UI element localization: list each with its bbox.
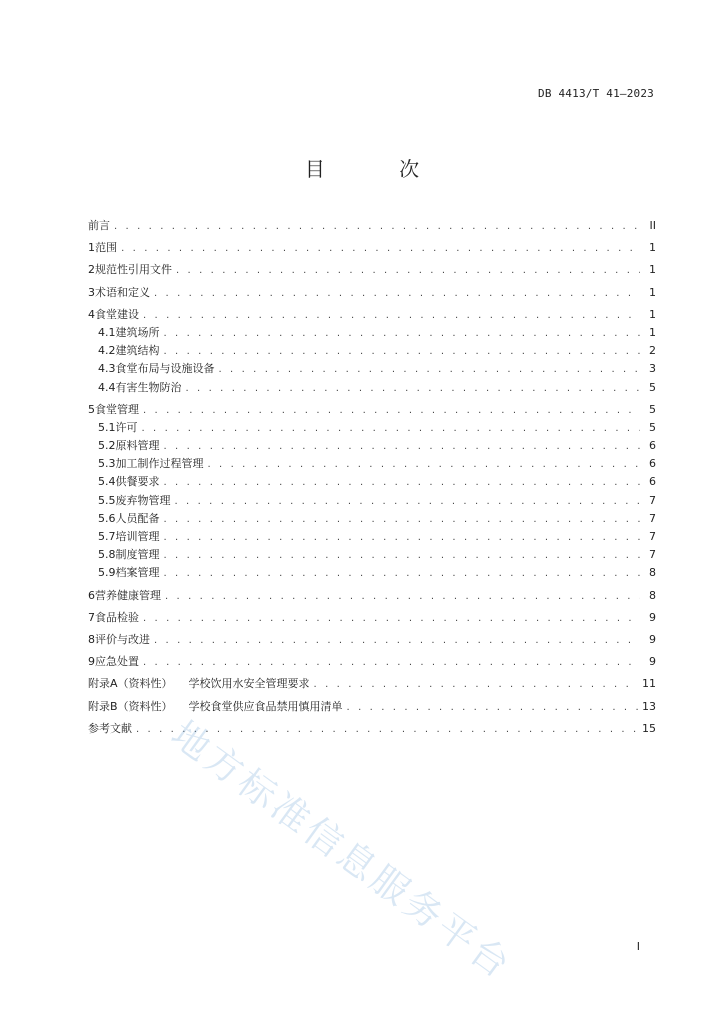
toc-label: 许可 xyxy=(115,420,138,434)
toc-number: 5.1 xyxy=(98,420,116,434)
dot-leader xyxy=(208,456,641,474)
page-title: 目 次 xyxy=(304,157,454,181)
toc-page: 7 xyxy=(649,511,656,525)
toc-number: 9 xyxy=(88,655,95,669)
toc-number: 5.8 xyxy=(98,548,116,562)
toc-page: 1 xyxy=(649,325,656,339)
toc-number: 5 xyxy=(88,402,95,416)
toc-label: 食堂建设 xyxy=(95,307,139,321)
watermark-text: 地方标准信息服务平台 xyxy=(163,712,521,989)
toc-number: 4.3 xyxy=(98,362,116,376)
toc-number: 5.6 xyxy=(98,511,116,525)
page-number: I xyxy=(636,940,640,953)
toc-entry-foreword[interactable] xyxy=(88,217,656,235)
toc-entry-5-3[interactable] xyxy=(88,455,656,473)
toc-label: 范围 xyxy=(95,241,118,255)
dot-leader xyxy=(142,420,641,438)
toc-page: 1 xyxy=(649,307,656,321)
toc-label: 有害生物防治 xyxy=(115,380,182,394)
toc-page: 8 xyxy=(649,588,656,602)
document-code: DB 4413/T 41—2023 xyxy=(538,87,654,100)
toc-number: 5.4 xyxy=(98,475,116,489)
toc-entry-4-4[interactable] xyxy=(88,379,656,397)
toc-entry-4-2[interactable] xyxy=(88,342,656,360)
toc-label: 食堂布局与设施设备 xyxy=(115,362,215,376)
toc-label: 附录A（资料性） xyxy=(88,677,173,691)
toc-page: 6 xyxy=(649,439,656,453)
dot-leader xyxy=(347,699,638,717)
dot-leader xyxy=(164,547,641,565)
toc-appendix-title: 学校食堂供应食品禁用慎用清单 xyxy=(188,699,343,713)
dot-leader xyxy=(121,240,640,258)
toc-page: 6 xyxy=(649,475,656,489)
dot-leader xyxy=(143,654,640,672)
toc-label: 原料管理 xyxy=(115,439,160,453)
toc-page: 8 xyxy=(649,566,656,580)
toc-page: 5 xyxy=(649,380,656,394)
toc-page: 7 xyxy=(649,493,656,507)
toc-entry-4-3[interactable] xyxy=(88,360,656,378)
toc-page: II xyxy=(649,219,656,232)
toc-entry-6[interactable] xyxy=(88,587,656,605)
toc-page: 7 xyxy=(649,530,656,543)
toc-entry-7[interactable] xyxy=(88,609,656,627)
toc-number: 5.9 xyxy=(98,566,116,580)
toc-entry-references[interactable] xyxy=(88,720,656,738)
toc-label: 废弃物管理 xyxy=(115,493,171,507)
toc-label: 应急处置 xyxy=(95,655,139,669)
toc-label: 规范性引用文件 xyxy=(95,263,172,277)
dot-leader xyxy=(164,565,641,583)
toc-label: 食品检验 xyxy=(95,610,139,624)
toc-page: 15 xyxy=(642,721,656,735)
toc-label: 前言 xyxy=(88,219,110,232)
toc-label: 参考文献 xyxy=(88,721,132,735)
toc-label: 档案管理 xyxy=(115,566,160,580)
toc-label: 食堂管理 xyxy=(95,402,139,416)
dot-leader xyxy=(143,402,640,420)
toc-label: 加工制作过程管理 xyxy=(115,457,204,471)
toc-number: 4 xyxy=(88,307,95,321)
toc-number: 5.7 xyxy=(98,530,116,543)
toc-entry-8[interactable] xyxy=(88,631,656,649)
toc-number: 5.5 xyxy=(98,493,116,507)
toc-page: 9 xyxy=(649,655,656,669)
toc-number: 5.3 xyxy=(98,457,116,471)
toc-number: 4.2 xyxy=(98,344,116,358)
dot-leader xyxy=(143,307,640,325)
toc-page: 1 xyxy=(649,241,656,255)
toc-entry-4[interactable] xyxy=(88,306,656,324)
toc-entry-1[interactable] xyxy=(88,239,656,257)
toc-page: 13 xyxy=(642,699,656,713)
dot-leader xyxy=(164,325,641,343)
dot-leader xyxy=(154,285,640,303)
toc-label: 人员配备 xyxy=(115,511,160,525)
toc-page: 2 xyxy=(649,344,656,358)
toc-number: 4.4 xyxy=(98,380,116,394)
toc-entry-9[interactable] xyxy=(88,653,656,671)
toc-appendix-title: 学校饮用水安全管理要求 xyxy=(188,677,310,691)
toc-page: 9 xyxy=(649,632,656,646)
toc-page: 7 xyxy=(649,548,656,562)
dot-leader xyxy=(176,262,640,280)
toc-label: 评价与改进 xyxy=(95,632,150,646)
toc-entry-5-8[interactable] xyxy=(88,546,656,564)
toc-label: 术语和定义 xyxy=(95,285,150,299)
toc-entry-5-6[interactable] xyxy=(88,510,656,528)
dot-leader xyxy=(164,474,641,492)
toc-entry-5-7[interactable] xyxy=(88,528,656,546)
dot-leader xyxy=(164,438,641,456)
toc-label: 制度管理 xyxy=(115,548,160,562)
toc-label: 建筑场所 xyxy=(115,325,160,339)
toc-number: 5.2 xyxy=(98,439,116,453)
toc-entry-2[interactable] xyxy=(88,261,656,279)
dot-leader xyxy=(164,343,641,361)
toc-entry-5-1[interactable] xyxy=(88,419,656,437)
toc-page: 11 xyxy=(642,677,656,691)
dot-leader xyxy=(164,511,641,529)
toc-number: 6 xyxy=(88,588,95,602)
dot-leader xyxy=(165,588,640,606)
toc-number: 2 xyxy=(88,263,95,277)
toc-number: 7 xyxy=(88,610,95,624)
toc-page: 1 xyxy=(649,285,656,299)
toc-page: 5 xyxy=(649,420,656,434)
dot-leader xyxy=(314,676,638,694)
toc-label: 供餐要求 xyxy=(115,475,160,489)
table-of-contents xyxy=(88,217,656,738)
toc-label: 附录B（资料性） xyxy=(88,699,173,713)
toc-entry-5-5[interactable] xyxy=(88,492,656,510)
dot-leader xyxy=(143,610,640,628)
toc-label: 培训管理 xyxy=(115,530,160,543)
dot-leader xyxy=(186,380,641,398)
toc-entry-5-9[interactable] xyxy=(88,564,656,582)
dot-leader xyxy=(136,721,638,739)
toc-entry-5[interactable] xyxy=(88,401,656,419)
toc-page: 1 xyxy=(649,263,656,277)
toc-number: 1 xyxy=(88,241,95,255)
dot-leader xyxy=(114,218,640,236)
dot-leader xyxy=(164,529,641,547)
toc-entry-4-1[interactable] xyxy=(88,324,656,342)
toc-page: 6 xyxy=(649,457,656,471)
toc-number: 3 xyxy=(88,285,95,299)
toc-entry-5-2[interactable] xyxy=(88,437,656,455)
toc-number: 8 xyxy=(88,632,95,646)
toc-label: 营养健康管理 xyxy=(95,588,161,602)
dot-leader xyxy=(175,493,641,511)
toc-entry-3[interactable] xyxy=(88,284,656,302)
toc-label: 建筑结构 xyxy=(115,344,160,358)
toc-entry-5-4[interactable] xyxy=(88,473,656,491)
toc-page: 5 xyxy=(649,402,656,416)
toc-entry-appendix-a[interactable] xyxy=(88,675,656,693)
toc-page: 9 xyxy=(649,610,656,624)
toc-entry-appendix-b[interactable] xyxy=(88,698,656,716)
toc-page: 3 xyxy=(649,362,656,376)
toc-number: 4.1 xyxy=(98,325,116,339)
dot-leader xyxy=(219,361,641,379)
dot-leader xyxy=(154,632,640,650)
